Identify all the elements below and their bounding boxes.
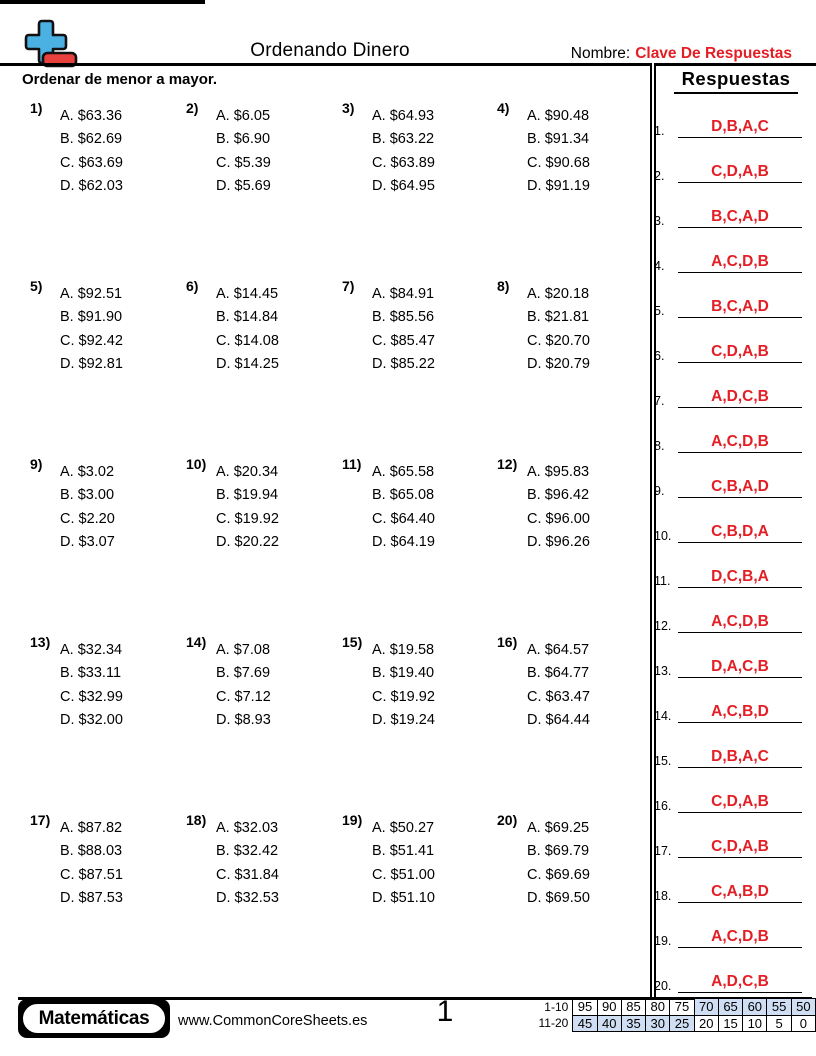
problem-number: 6) (186, 278, 199, 294)
option-line: C. $2.20 (60, 510, 115, 527)
answer-row (654, 408, 812, 453)
option-line: B. $91.90 (60, 309, 123, 326)
answer-number: 3. (654, 214, 665, 228)
brand-name: Matemáticas (21, 1002, 167, 1035)
score-cell: 35 (621, 1015, 645, 1032)
problem-options (527, 105, 590, 198)
option-line: A. $64.57 (527, 642, 590, 658)
answer-row (654, 363, 812, 408)
option-line: D. $5.69 (216, 177, 271, 194)
option-line: B. $32.42 (216, 843, 279, 860)
problem-options (372, 639, 435, 732)
problem-6 (186, 278, 342, 456)
answer-key-value: Clave De Respuestas (635, 45, 792, 62)
answer-number: 15. (654, 754, 672, 768)
option-line: B. $19.40 (372, 665, 435, 682)
problem-options (60, 461, 115, 554)
option-line: B. $85.56 (372, 309, 435, 326)
answer-value: C,B,A,D (678, 478, 802, 498)
option-line: B. $62.69 (60, 131, 123, 148)
answer-number: 20. (654, 979, 672, 993)
option-line: D. $14.25 (216, 355, 279, 372)
option-line: D. $64.44 (527, 711, 590, 728)
option-line: D. $62.03 (60, 177, 123, 194)
answer-row (654, 813, 812, 858)
option-line: D. $91.19 (527, 177, 590, 194)
option-line: C. $63.89 (372, 154, 435, 171)
answer-number: 14. (654, 709, 672, 723)
answer-value: D,B,A,C (678, 118, 802, 138)
option-line: C. $92.42 (60, 332, 123, 349)
option-line: A. $69.25 (527, 820, 590, 836)
answer-row (654, 93, 812, 138)
answer-number: 4. (654, 259, 665, 273)
option-line: A. $14.45 (216, 286, 279, 302)
score-cell: 30 (646, 1015, 670, 1032)
option-line: A. $64.93 (372, 108, 435, 124)
answer-value: A,C,B,D (678, 703, 802, 723)
answers-header (658, 68, 814, 94)
answer-row (654, 273, 812, 318)
answer-row (654, 498, 812, 543)
option-line: A. $32.34 (60, 642, 123, 658)
answer-value: A,D,C,B (678, 973, 802, 993)
option-line: A. $95.83 (527, 464, 590, 480)
option-line: B. $63.22 (372, 131, 435, 148)
problem-number: 2) (186, 100, 199, 116)
problem-number: 14) (186, 634, 207, 650)
answer-value: B,C,A,D (678, 298, 802, 318)
problem-4 (497, 100, 652, 278)
option-line: D. $92.81 (60, 355, 123, 372)
option-line: D. $85.22 (372, 355, 435, 372)
answer-value: D,B,A,C (678, 748, 802, 768)
problem-13 (30, 634, 186, 812)
problem-20 (497, 812, 652, 990)
problem-options (372, 461, 435, 554)
problem-8 (497, 278, 652, 456)
page-number: 1 (436, 995, 454, 1028)
option-line: B. $88.03 (60, 843, 123, 860)
problem-options (216, 105, 271, 198)
problem-options (216, 283, 279, 376)
option-line: A. $32.03 (216, 820, 279, 836)
problem-options (372, 817, 435, 910)
answer-value: A,C,D,B (678, 613, 802, 633)
problem-options (527, 461, 590, 554)
answer-value: C,D,A,B (678, 343, 802, 363)
answer-value: D,C,B,A (678, 568, 802, 588)
answer-value: C,D,A,B (678, 793, 802, 813)
option-line: C. $96.00 (527, 510, 590, 527)
problem-15 (342, 634, 497, 812)
option-line: C. $69.69 (527, 866, 590, 883)
answer-value: C,D,A,B (678, 838, 802, 858)
option-line: C. $20.70 (527, 332, 590, 349)
problem-number: 12) (497, 456, 518, 472)
answer-value: C,D,A,B (678, 163, 802, 183)
problem-number: 5) (30, 278, 43, 294)
problem-number: 16) (497, 634, 518, 650)
option-line: C. $14.08 (216, 332, 279, 349)
answer-value: A,C,D,B (678, 433, 802, 453)
answer-number: 16. (654, 799, 672, 813)
problem-10 (186, 456, 342, 634)
problem-7 (342, 278, 497, 456)
score-cell: 15 (718, 1015, 742, 1032)
option-line: D. $51.10 (372, 889, 435, 906)
option-line: B. $21.81 (527, 309, 590, 326)
option-line: C. $51.00 (372, 866, 435, 883)
option-line: B. $7.69 (216, 665, 271, 682)
score-cell: 20 (694, 1015, 718, 1032)
problem-2 (186, 100, 342, 278)
problem-number: 15) (342, 634, 363, 650)
problem-9 (30, 456, 186, 634)
option-line: D. $3.07 (60, 533, 115, 550)
problem-5 (30, 278, 186, 456)
option-line: C. $31.84 (216, 866, 279, 883)
score-cell: 40 (597, 1015, 621, 1032)
problem-options (372, 105, 435, 198)
option-line: D. $8.93 (216, 711, 271, 728)
option-line: A. $63.36 (60, 108, 123, 124)
option-line: C. $63.47 (527, 688, 590, 705)
option-line: B. $6.90 (216, 131, 271, 148)
score-cell: 10 (743, 1015, 767, 1032)
answer-row (654, 768, 812, 813)
option-line: C. $32.99 (60, 688, 123, 705)
top-edge-bar (0, 0, 205, 4)
name-row (571, 45, 792, 63)
answer-number: 11. (654, 574, 671, 588)
header-rule (0, 63, 816, 66)
answer-number: 1. (654, 124, 665, 138)
option-line: A. $6.05 (216, 108, 271, 124)
option-line: C. $87.51 (60, 866, 123, 883)
problem-18 (186, 812, 342, 990)
answer-number: 6. (654, 349, 665, 363)
problem-number: 3) (342, 100, 355, 116)
option-line: C. $64.40 (372, 510, 435, 527)
answer-value: A,C,D,B (678, 253, 802, 273)
problem-number: 17) (30, 812, 51, 828)
problem-12 (497, 456, 652, 634)
problem-number: 18) (186, 812, 207, 828)
option-line: A. $90.48 (527, 108, 590, 124)
option-line: A. $87.82 (60, 820, 123, 836)
problem-options (60, 105, 123, 198)
score-table (532, 998, 816, 1032)
score-range-label: 1-10 (544, 999, 569, 1014)
option-line: D. $87.53 (60, 889, 123, 906)
score-cell: 45 (573, 1015, 597, 1032)
answer-value: B,C,A,D (678, 208, 802, 228)
score-cell: 75 (670, 999, 694, 1016)
answer-number: 13. (654, 664, 672, 678)
option-line: C. $63.69 (60, 154, 123, 171)
option-line: A. $50.27 (372, 820, 435, 836)
score-cell: 85 (621, 999, 645, 1016)
answer-number: 7. (654, 394, 665, 408)
score-cell: 5 (767, 1015, 791, 1032)
answer-number: 18. (654, 889, 672, 903)
problem-number: 7) (342, 278, 355, 294)
answer-row (654, 588, 812, 633)
problem-options (60, 817, 123, 910)
problem-number: 13) (30, 634, 51, 650)
answer-row (654, 633, 812, 678)
answer-row (654, 678, 812, 723)
problem-11 (342, 456, 497, 634)
option-line: B. $65.08 (372, 487, 435, 504)
answer-value: A,D,C,B (678, 388, 802, 408)
option-line: C. $7.12 (216, 688, 271, 705)
answer-number: 12. (654, 619, 672, 633)
option-line: C. $90.68 (527, 154, 590, 171)
score-cell: 80 (646, 999, 670, 1016)
problem-options (527, 639, 590, 732)
answer-row (654, 858, 812, 903)
score-cell: 65 (718, 999, 742, 1016)
score-cell: 60 (743, 999, 767, 1016)
option-line: A. $3.02 (60, 464, 115, 480)
worksheet-title: Ordenando Dinero (250, 40, 410, 61)
option-line: B. $51.41 (372, 843, 435, 860)
score-cell: 90 (597, 999, 621, 1016)
answer-row (654, 318, 812, 363)
problem-options (372, 283, 435, 376)
score-cell: 70 (694, 999, 718, 1016)
problem-number: 1) (30, 100, 43, 116)
problem-options (60, 639, 123, 732)
answers-header-text: Respuestas (674, 68, 799, 94)
problem-1 (30, 100, 186, 278)
option-line: B. $19.94 (216, 487, 279, 504)
answer-value: D,A,C,B (678, 658, 802, 678)
problem-number: 8) (497, 278, 510, 294)
brand-badge (18, 999, 170, 1038)
score-cell: 0 (791, 1015, 815, 1032)
option-line: B. $3.00 (60, 487, 115, 504)
name-label: Nombre: (570, 45, 631, 62)
problem-options (216, 817, 279, 910)
problem-number: 10) (186, 456, 207, 472)
option-line: B. $14.84 (216, 309, 279, 326)
problem-number: 4) (497, 100, 510, 116)
problem-14 (186, 634, 342, 812)
plus-logo-icon (24, 19, 80, 69)
problem-3 (342, 100, 497, 278)
problem-19 (342, 812, 497, 990)
score-cell: 95 (573, 999, 597, 1016)
option-line: D. $20.22 (216, 533, 279, 550)
answer-number: 5. (654, 304, 665, 318)
option-line: A. $65.58 (372, 464, 435, 480)
option-line: A. $84.91 (372, 286, 435, 302)
option-line: A. $19.58 (372, 642, 435, 658)
answer-row (654, 903, 812, 948)
problems-grid (30, 100, 652, 990)
option-line: C. $19.92 (216, 510, 279, 527)
instruction-text: Ordenar de menor a mayor. (22, 71, 218, 88)
answer-row (654, 948, 812, 993)
answer-row (654, 183, 812, 228)
problem-options (216, 639, 271, 732)
score-cell: 55 (767, 999, 791, 1016)
option-line: B. $33.11 (60, 665, 122, 682)
problem-number: 20) (497, 812, 518, 828)
problem-16 (497, 634, 652, 812)
option-line: A. $7.08 (216, 642, 271, 658)
problem-options (60, 283, 123, 376)
answer-value: C,A,B,D (678, 883, 802, 903)
option-line: D. $20.79 (527, 355, 590, 372)
problem-options (527, 817, 590, 910)
option-line: D. $64.19 (372, 533, 435, 550)
problem-number: 9) (30, 456, 43, 472)
option-line: C. $5.39 (216, 154, 271, 171)
option-line: A. $92.51 (60, 286, 123, 302)
option-line: B. $96.42 (527, 487, 590, 504)
problem-17 (30, 812, 186, 990)
answer-row (654, 453, 812, 498)
answers-list (654, 93, 812, 993)
option-line: B. $69.79 (527, 843, 590, 860)
answer-row (654, 543, 812, 588)
option-line: D. $32.53 (216, 889, 279, 906)
score-cell: 50 (791, 999, 815, 1016)
option-line: D. $96.26 (527, 533, 590, 550)
problem-options (527, 283, 590, 376)
problem-number: 11) (342, 456, 362, 472)
option-line: D. $19.24 (372, 711, 435, 728)
score-cell: 25 (670, 1015, 694, 1032)
answer-number: 9. (654, 484, 665, 498)
answer-number: 2. (654, 169, 665, 183)
option-line: A. $20.34 (216, 464, 279, 480)
problem-number: 19) (342, 812, 363, 828)
answer-value: A,C,D,B (678, 928, 802, 948)
option-line: D. $32.00 (60, 711, 123, 728)
answer-row (654, 228, 812, 273)
answer-row (654, 723, 812, 768)
option-line: A. $20.18 (527, 286, 590, 302)
answer-number: 17. (654, 844, 672, 858)
option-line: C. $85.47 (372, 332, 435, 349)
answer-value: C,B,D,A (678, 523, 802, 543)
option-line: D. $64.95 (372, 177, 435, 194)
answer-number: 19. (654, 934, 672, 948)
answer-number: 8. (654, 439, 665, 453)
website-url: www.CommonCoreSheets.es (178, 1013, 368, 1029)
answer-number: 10. (654, 529, 672, 543)
option-line: D. $69.50 (527, 889, 590, 906)
option-line: C. $19.92 (372, 688, 435, 705)
problem-options (216, 461, 279, 554)
option-line: B. $91.34 (527, 131, 590, 148)
option-line: B. $64.77 (527, 665, 590, 682)
answer-row (654, 138, 812, 183)
score-range-label: 11-20 (538, 1016, 569, 1031)
